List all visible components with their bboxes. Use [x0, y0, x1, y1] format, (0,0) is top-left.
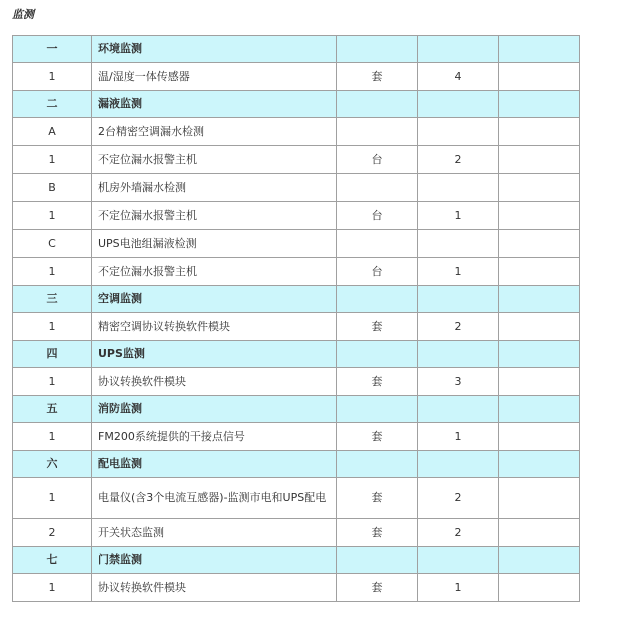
table-row	[13, 519, 580, 547]
cell-number: 1	[13, 63, 92, 91]
cell-unit	[337, 91, 418, 118]
cell-quantity: 2	[418, 519, 499, 547]
cell-item-name: FM200系统提供的干接点信号	[92, 423, 337, 451]
cell-quantity	[418, 451, 499, 478]
cell-quantity	[418, 341, 499, 368]
cell-item-name: 不定位漏水报警主机	[92, 146, 337, 174]
cell-quantity	[418, 91, 499, 118]
cell-unit	[337, 341, 418, 368]
cell-note	[499, 519, 580, 547]
cell-number: B	[13, 174, 92, 202]
table-row	[13, 368, 580, 396]
cell-unit: 套	[337, 519, 418, 547]
cell-item-name: 环境监测	[92, 36, 337, 63]
cell-unit	[337, 451, 418, 478]
cell-quantity: 2	[418, 313, 499, 341]
table-row	[13, 478, 580, 519]
cell-unit: 套	[337, 423, 418, 451]
cell-quantity	[418, 396, 499, 423]
cell-note	[499, 547, 580, 574]
cell-item-name: 配电监测	[92, 451, 337, 478]
section-row	[13, 286, 580, 313]
cell-note	[499, 118, 580, 146]
cell-number: 1	[13, 478, 92, 519]
cell-quantity	[418, 230, 499, 258]
section-row	[13, 451, 580, 478]
cell-quantity: 4	[418, 63, 499, 91]
cell-quantity: 1	[418, 202, 499, 230]
cell-number: 三	[13, 286, 92, 313]
cell-item-name: 协议转换软件模块	[92, 574, 337, 602]
cell-unit: 套	[337, 313, 418, 341]
cell-unit	[337, 36, 418, 63]
section-row	[13, 341, 580, 368]
table-row	[13, 63, 580, 91]
cell-number: 1	[13, 313, 92, 341]
cell-unit	[337, 286, 418, 313]
cell-number: A	[13, 118, 92, 146]
cell-note	[499, 63, 580, 91]
cell-quantity	[418, 36, 499, 63]
cell-unit: 套	[337, 574, 418, 602]
cell-unit: 台	[337, 146, 418, 174]
cell-quantity: 2	[418, 146, 499, 174]
cell-item-name: 机房外墙漏水检测	[92, 174, 337, 202]
cell-unit	[337, 230, 418, 258]
cell-item-name: UPS监测	[92, 341, 337, 368]
cell-note	[499, 423, 580, 451]
cell-number: 1	[13, 368, 92, 396]
cell-item-name: UPS电池组漏液检测	[92, 230, 337, 258]
cell-number: 1	[13, 574, 92, 602]
cell-number: 七	[13, 547, 92, 574]
cell-unit	[337, 396, 418, 423]
cell-number: 1	[13, 423, 92, 451]
cell-note	[499, 478, 580, 519]
cell-note	[499, 451, 580, 478]
cell-unit	[337, 174, 418, 202]
cell-unit: 台	[337, 202, 418, 230]
cell-quantity: 2	[418, 478, 499, 519]
table-row	[13, 202, 580, 230]
section-row	[13, 396, 580, 423]
cell-unit: 套	[337, 63, 418, 91]
section-row	[13, 91, 580, 118]
cell-note	[499, 230, 580, 258]
cell-note	[499, 36, 580, 63]
cell-quantity	[418, 547, 499, 574]
cell-quantity: 1	[418, 258, 499, 286]
cell-unit: 套	[337, 478, 418, 519]
cell-item-name: 不定位漏水报警主机	[92, 202, 337, 230]
cell-number: C	[13, 230, 92, 258]
cell-item-name: 协议转换软件模块	[92, 368, 337, 396]
cell-number: 1	[13, 146, 92, 174]
cell-item-name: 门禁监测	[92, 547, 337, 574]
cell-item-name: 电量仪(含3个电流互感器)-监测市电和UPS配电	[92, 478, 337, 519]
table-row	[13, 174, 580, 202]
cell-note	[499, 368, 580, 396]
cell-item-name: 空调监测	[92, 286, 337, 313]
cell-note	[499, 174, 580, 202]
cell-item-name: 开关状态监测	[92, 519, 337, 547]
cell-quantity	[418, 174, 499, 202]
cell-item-name: 消防监测	[92, 396, 337, 423]
cell-unit	[337, 547, 418, 574]
page-heading: 监测	[12, 8, 34, 21]
table-row	[13, 230, 580, 258]
table-row	[13, 118, 580, 146]
section-row	[13, 36, 580, 63]
cell-number: 五	[13, 396, 92, 423]
cell-number: 1	[13, 202, 92, 230]
cell-unit	[337, 118, 418, 146]
cell-note	[499, 396, 580, 423]
cell-note	[499, 313, 580, 341]
cell-note	[499, 146, 580, 174]
cell-item-name: 精密空调协议转换软件模块	[92, 313, 337, 341]
table-row	[13, 146, 580, 174]
cell-note	[499, 91, 580, 118]
cell-item-name: 漏液监测	[92, 91, 337, 118]
cell-note	[499, 202, 580, 230]
cell-number: 一	[13, 36, 92, 63]
cell-number: 1	[13, 258, 92, 286]
cell-number: 二	[13, 91, 92, 118]
cell-item-name: 2台精密空调漏水检测	[92, 118, 337, 146]
cell-quantity: 3	[418, 368, 499, 396]
cell-note	[499, 286, 580, 313]
cell-quantity	[418, 286, 499, 313]
table-row	[13, 258, 580, 286]
cell-item-name: 不定位漏水报警主机	[92, 258, 337, 286]
monitoring-table-body	[13, 36, 580, 602]
cell-number: 六	[13, 451, 92, 478]
cell-quantity	[418, 118, 499, 146]
cell-note	[499, 341, 580, 368]
cell-item-name: 温/湿度一体传感器	[92, 63, 337, 91]
cell-unit: 台	[337, 258, 418, 286]
cell-quantity: 1	[418, 574, 499, 602]
table-row	[13, 313, 580, 341]
cell-number: 四	[13, 341, 92, 368]
table-row	[13, 423, 580, 451]
cell-number: 2	[13, 519, 92, 547]
cell-note	[499, 574, 580, 602]
table-row	[13, 574, 580, 602]
cell-unit: 套	[337, 368, 418, 396]
section-row	[13, 547, 580, 574]
cell-note	[499, 258, 580, 286]
cell-quantity: 1	[418, 423, 499, 451]
monitoring-table	[12, 35, 580, 602]
